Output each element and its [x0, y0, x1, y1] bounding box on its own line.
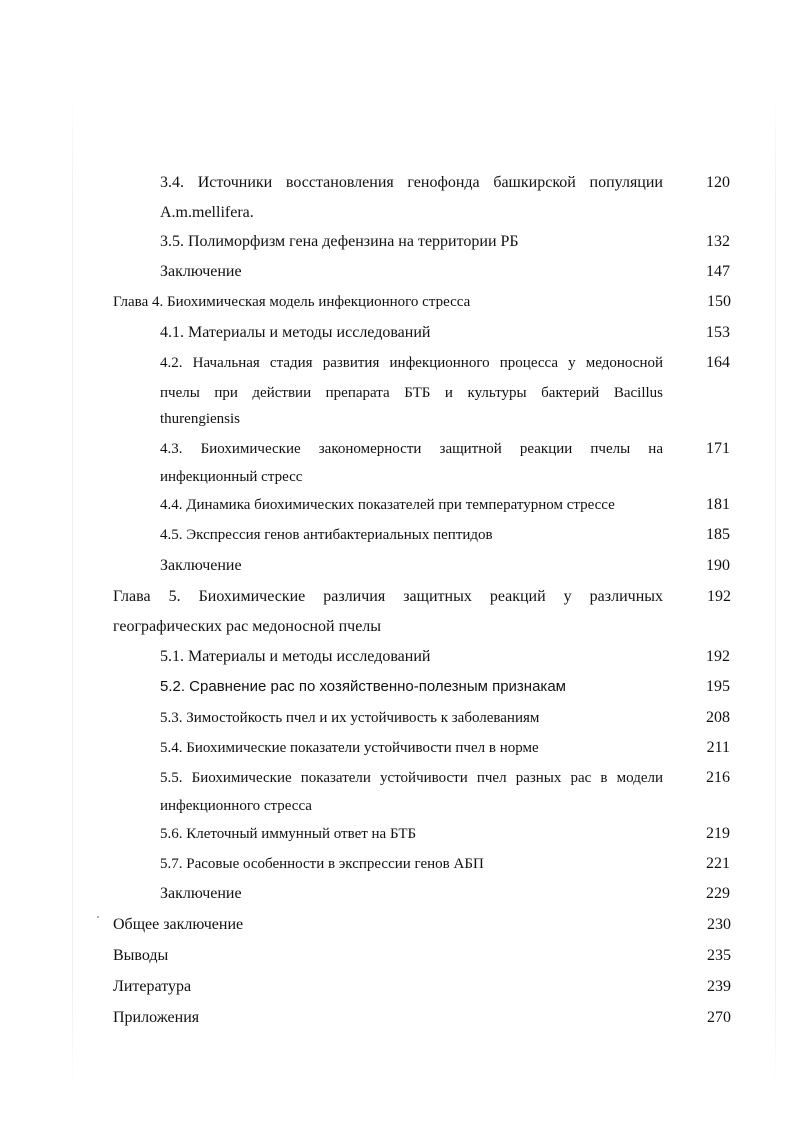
toc-page-number: 270 [707, 1009, 731, 1026]
toc-entry-title: Приложения [113, 1009, 200, 1026]
toc-page-number: 164 [706, 354, 730, 371]
toc-page-number: 132 [706, 233, 730, 250]
toc-entry-title: Заключение [160, 557, 242, 574]
toc-entry-title: 5.6. Клеточный иммунный ответ на БТБ [160, 826, 417, 842]
toc-entry-title-line: Глава 5. Биохимические различия защитных реакций у различных [113, 588, 663, 605]
toc-entry-title: 5.3. Зимостойкость пчел и их устойчивость к заболеваниям [160, 710, 540, 726]
toc-entry-title: Общее заключение [113, 916, 244, 933]
toc-page-number: 147 [706, 263, 730, 280]
toc-page-number: 229 [706, 885, 730, 902]
toc-entry-title: 5.2. Сравнение рас по хозяйственно-полезным признакам [160, 678, 566, 695]
toc-page-number: 230 [707, 916, 731, 933]
toc-page-number: 120 [706, 174, 730, 191]
toc-entry-title-line: 4.3. Биохимические закономерности защитной реакции пчелы на [160, 441, 663, 457]
toc-entry-title-line: пчелы при действии препарата БТБ и культуры бактерий Bacillus [160, 385, 663, 401]
toc-entry-title-line: A.m.mellifera. [160, 204, 254, 221]
toc-page-number: 190 [706, 557, 730, 574]
toc-entry-title: 5.4. Биохимические показатели устойчивости пчел в норме [160, 740, 539, 756]
toc-page-number: 171 [706, 440, 730, 457]
toc-entry-title: 4.4. Динамика биохимических показателей при температурном стрессе [160, 497, 615, 513]
toc-page-number: 181 [706, 496, 730, 513]
toc-page-number: 185 [706, 526, 730, 543]
toc-entry-title: 5.7. Расовые особенности в экспрессии генов АБП [160, 856, 484, 872]
toc-entry-title: Заключение [160, 263, 242, 280]
toc-entry-title-line: 4.2. Начальная стадия развития инфекционного процесса у медоносной [160, 355, 663, 371]
toc-entry-title: Выводы [113, 947, 169, 964]
toc-page-number: 192 [707, 588, 731, 605]
toc-page-number: 239 [707, 978, 731, 995]
toc-page-number: 192 [706, 648, 730, 665]
toc-entry-title: 4.1. Материалы и методы исследований [160, 324, 431, 341]
toc-page-number: 153 [706, 324, 730, 341]
toc-page-number: 216 [706, 769, 730, 786]
toc-page-number: 150 [707, 293, 731, 310]
toc-entry-title: 5.1. Материалы и методы исследований [160, 648, 431, 665]
toc-entry-title: 3.5. Полиморфизм гена дефензина на территории РБ [160, 233, 519, 250]
toc-entry-title-line: thurengiensis [160, 411, 240, 427]
toc-entry-title-line: инфекционного стресса [160, 798, 312, 814]
toc-entry-title: 4.5. Экспрессия генов антибактериальных пептидов [160, 527, 493, 543]
toc-page-number: 195 [706, 678, 730, 695]
toc-page-number: 211 [706, 739, 730, 756]
toc-page-number: 235 [707, 947, 731, 964]
toc-entry-title-line: инфекционный стресс [160, 469, 303, 485]
toc-page-number: 221 [706, 855, 730, 872]
toc-entry-title: Литература [113, 978, 192, 995]
toc-page-number: 219 [706, 825, 730, 842]
toc-entry-title-line: географических рас медоносной пчелы [113, 618, 382, 635]
toc-page-number: 208 [706, 709, 730, 726]
toc-entry-title: Глава 4. Биохимическая модель инфекционного стресса [113, 294, 471, 310]
toc-entry-title-line: 3.4. Источники восстановления генофонда башкирской популяции [160, 174, 663, 191]
toc-entry-title: Заключение [160, 885, 242, 902]
toc-entry-title-line: 5.5. Биохимические показатели устойчивости пчел разных рас в модели [160, 770, 663, 786]
